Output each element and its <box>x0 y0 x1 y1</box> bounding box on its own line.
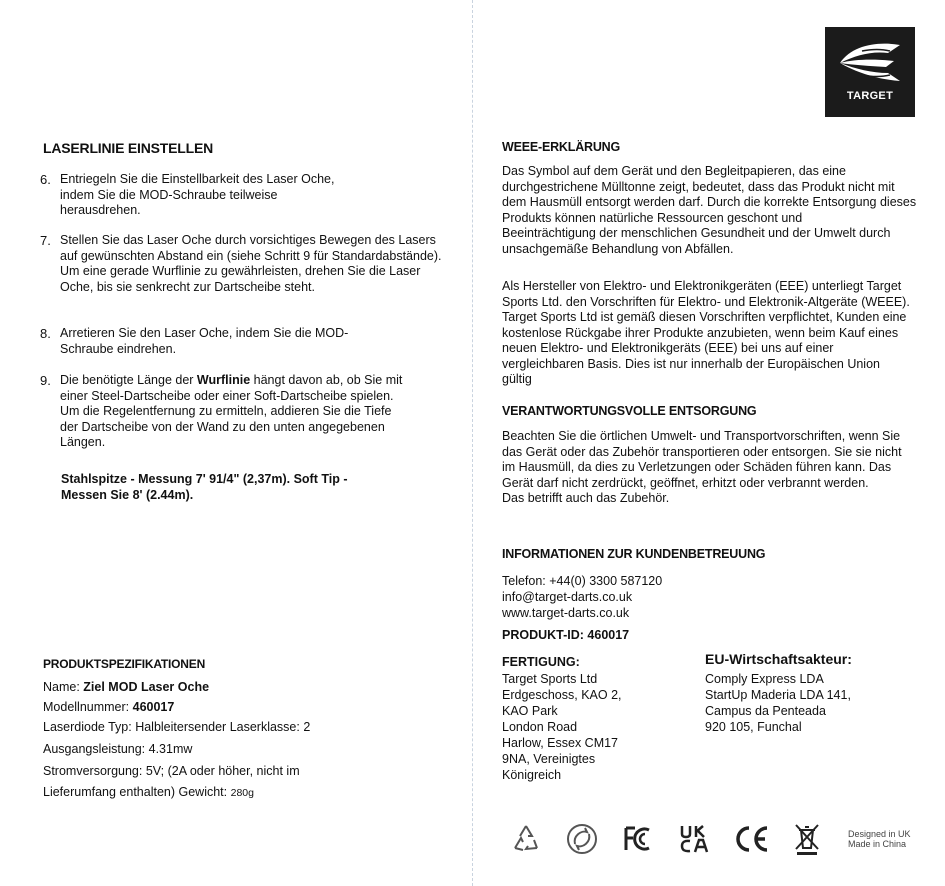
step-text: Entriegeln Sie die Einstellbarkeit des Laser Oche, indem Sie die MOD-Schraube teilweise herausdrehen. <box>60 172 335 217</box>
disposal-paragraph: Beachten Sie die örtlichen Umwelt- und Transportvorschriften, wenn Sie das Gerät oder das Zubehör transportieren oder entsorgen. Sie sie nicht im Hausmüll, da dies zu Verletzungen oder Schäden führen kann. Das Gerät darf nicht zerdrückt, geöffnet, erhitzt oder verbrannt werden. Das betrifft auch das Zubehör. <box>502 429 902 505</box>
spec-name: Name: Ziel MOD Laser Oche <box>43 680 210 694</box>
step-9 <box>40 373 450 451</box>
page-divider <box>472 0 473 886</box>
laser-heading: LASERLINIE EINSTELLEN <box>43 140 214 156</box>
green-dot-icon <box>565 822 599 856</box>
step-7 <box>40 233 450 295</box>
step-6 <box>40 172 450 219</box>
manufacturer-heading: FERTIGUNG: <box>502 655 580 669</box>
weee-heading: WEEE-ERKLÄRUNG <box>502 140 621 154</box>
target-wing-icon <box>838 39 902 85</box>
step-text: Die benötigte Länge der Wurflinie hängt davon ab, ob Sie mit einer Steel-Dartscheibe oder einer Soft-Dartscheibe spielen. Um die Regelentfernung zu ermitteln, addieren Sie die Tiefe der Dartscheibe von der Wand zu den unten angegebenen Längen. <box>60 373 403 449</box>
target-logo <box>825 27 915 117</box>
spec-supply: Stromversorgung: 5V; (2A oder höher, nicht im <box>43 764 300 778</box>
step-8 <box>40 326 450 357</box>
fcc-icon <box>623 824 655 854</box>
manufacturer-address: Target Sports Ltd Erdgeschoss, KAO 2, KAO Park London Road Harlow, Essex CM17 9NA, Vereinigtes Königreich <box>502 672 622 782</box>
email-link[interactable]: info@target-darts.co.uk <box>502 590 633 604</box>
disposal-heading: VERANTWORTUNGSVOLLE ENTSORGUNG <box>502 404 757 418</box>
step-number: 8. <box>40 326 51 341</box>
spec-laser: Laserdiode Typ: Halbleitersender Laserklasse: 2 <box>43 720 311 734</box>
spec-weight: Lieferumfang enthalten) Gewicht: 280g <box>43 785 254 799</box>
ukca-icon <box>679 824 709 854</box>
support-heading: INFORMATIONEN ZUR KUNDENBETREUUNG <box>502 547 766 561</box>
logo-wordmark: TARGET <box>846 90 894 102</box>
recycle-icon <box>509 822 543 856</box>
spec-power: Ausgangsleistung: 4.31mw <box>43 742 193 756</box>
step-number: 7. <box>40 233 51 248</box>
weee-bin-icon <box>793 822 821 856</box>
step-number: 9. <box>40 373 51 388</box>
phone-text: Telefon: +44(0) 3300 587120 <box>502 574 663 588</box>
spec-model: Modellnummer: 460017 <box>43 700 175 714</box>
step-number: 6. <box>40 172 51 187</box>
step-text: Stellen Sie das Laser Oche durch vorsichtiges Bewegen des Lasers auf gewünschten Abstand ein (siehe Schritt 9 für Standardabstände). Um eine gerade Wurflinie zu gewährleisten, drehen Sie die Laser Oche, bis sie senkrecht zur Dartscheibe steht. <box>60 233 442 294</box>
origin-note: Designed in UK Made in China <box>848 829 911 849</box>
product-id: PRODUKT-ID: 460017 <box>502 628 630 642</box>
eu-operator-address: Comply Express LDA StartUp Maderia LDA 141, Campus da Penteada 920 105, Funchal <box>705 672 851 734</box>
wurflinie-bold: Wurflinie <box>196 373 251 387</box>
eu-operator-heading: EU-Wirtschaftsakteur: <box>705 651 852 667</box>
distance-note: Stahlspitze - Messung 7' 91/4" (2,37m). Soft Tip - Messen Sie 8' (2.44m). <box>61 472 348 502</box>
website-link[interactable]: www.target-darts.co.uk <box>502 606 630 620</box>
specs-heading: PRODUKTSPEZIFIKATIONEN <box>43 657 206 671</box>
ce-icon <box>734 825 770 853</box>
weee-paragraph-2: Als Hersteller von Elektro- und Elektronikgeräten (EEE) unterliegt Target Sports Ltd. den Vorschriften für Elektro- und Elektronik-Altgeräte (WEEE). Target Sports Ltd ist gemäß diesen Vorschriften verpflichtet, Kunden eine kostenlose Rückgabe ihrer Produkte anzubieten, wenn beim Kauf eines neuen Elektro- und Elektronikgeräts (EEE) bei uns auf einer vergleichbaren Basis. Dies ist nur innerhalb der Europäischen Union gültig <box>502 279 910 386</box>
weee-paragraph-1: Das Symbol auf dem Gerät und den Begleitpapieren, das eine durchgestrichene Mülltonne zeigt, bedeutet, dass das Produkt nicht mit dem Hausmüll entsorgt werden darf. Durch die korrekte Entsorgung dieses Produkts können natürliche Ressourcen geschont und Beeinträchtigung der menschlichen Gesundheit und der Umwelt durch unsachgemäße Behandlung von Abfällen. <box>502 164 917 256</box>
step-text: Arretieren Sie den Laser Oche, indem Sie die MOD-Schraube eindrehen. <box>60 326 349 356</box>
